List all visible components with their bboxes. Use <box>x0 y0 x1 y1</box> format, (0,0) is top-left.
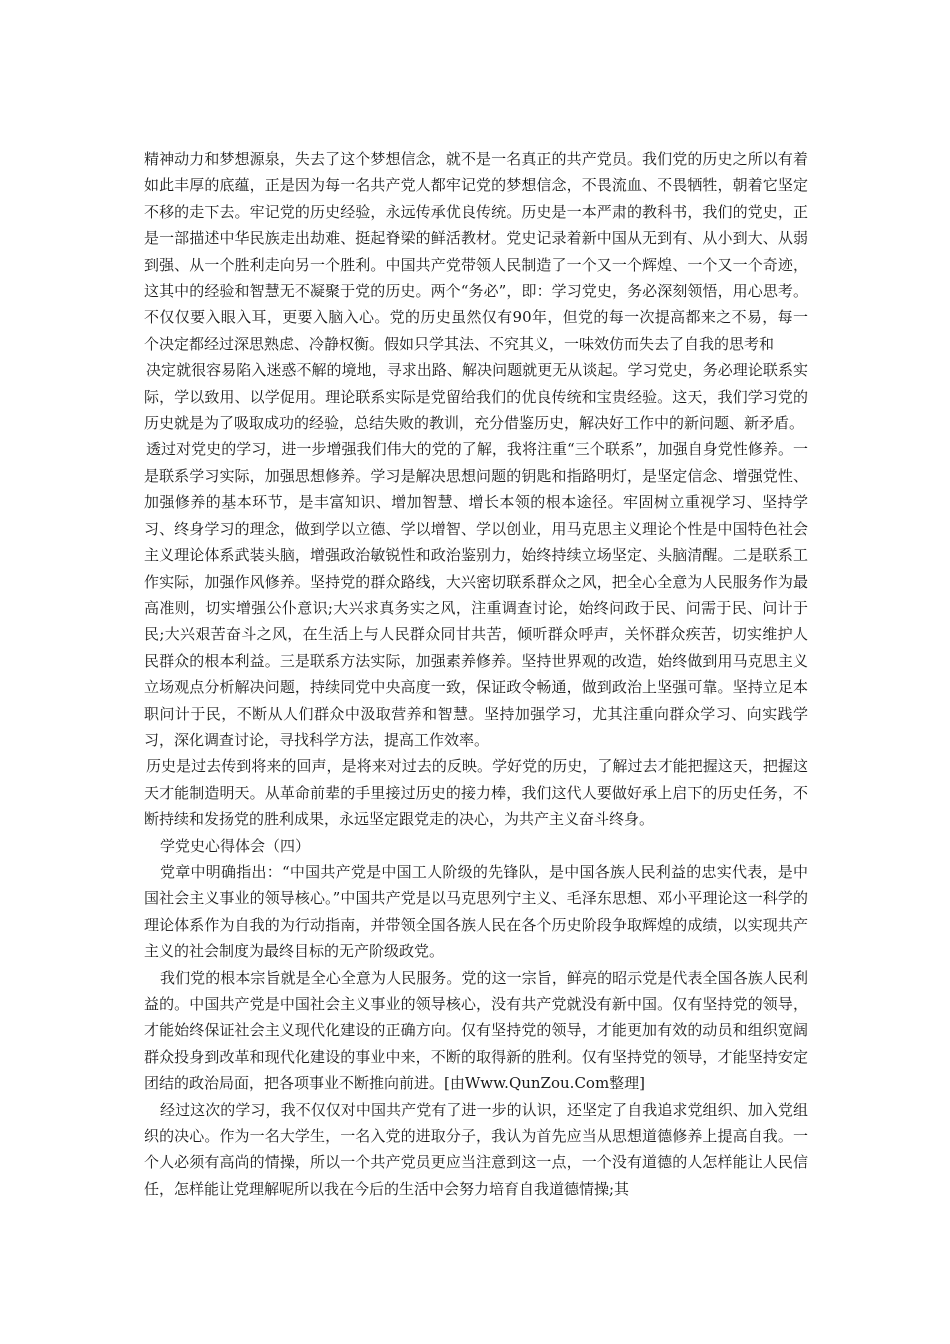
paragraph-2: 决定就很容易陷入迷惑不解的境地，寻求出路、解决问题就更无从谈起。学习党史，务必理论联系实际，学以致用、以学促用。理论联系实际是党留给我们的优良传统和宝贵经验。这天，我们学习党的历史就是为了吸取成功的经验，总结失败的教训，充分借鉴历史，解决好工作中的新问题、新矛盾。 <box>144 361 808 433</box>
paragraph-7: 经过这次的学习，我不仅仅对中国共产党有了进一步的认识，还坚定了自我追求党组织、加入党组织的决心。作为一名大学生，一名入党的进取分子，我认为首先应当从思想道德修养上提高自我。一个人必须有高尚的情操，所以一个共产党员更应当注意到这一点，一个没有道德的人怎样能让人民信任，怎样能让党理解呢所以我在今后的生活中会努力培育自我道德情操;其 <box>144 1100 808 1198</box>
document-body <box>144 146 808 1202</box>
paragraph-6: 我们党的根本宗旨就是全心全意为人民服务。党的这一宗旨，鲜亮的昭示党是代表全国各族人民利益的。中国共产党是中国社会主义事业的领导核心，没有共产党就没有新中国。仅有坚持党的领导，才能始终保证社会主义现代化建设的正确方向。仅有坚持党的领导，才能更加有效的动员和组织宽阔群众投身到改革和现代化建设的事业中来，不断的取得新的胜利。仅有坚持党的领导，才能坚持安定团结的政治局面，把各项事业不断推向前进。[由Www.QunZou.Com整理] <box>144 968 808 1093</box>
paragraph-4: 历史是过去传到将来的回声，是将来对过去的反映。学好党的历史，了解过去才能把握这天，把握这天才能制造明天。从革命前辈的手里接过历史的接力棒，我们这代人要做好承上启下的历史任务，不断持续和发扬党的胜利成果，永远坚定跟党走的决心，为共产主义奋斗终身。 <box>144 757 808 829</box>
section-heading: 学党史心得体会（四） <box>160 836 311 855</box>
paragraph-3: 透过对党史的学习，进一步增强我们伟大的党的了解，我将注重“三个联系”，加强自身党性修养。一是联系学习实际，加强思想修养。学习是解决思想问题的钥匙和指路明灯，是坚定信念、增强党性、加强修养的基本环节，是丰富知识、增加智慧、增长本领的根本途径。牢固树立重视学习、坚持学习、终身学习的理念，做到学以立德、学以增智、学以创业，用马克思主义理论个性是中国特色社会主义理论体系武装头脑，增强政治敏锐性和政治鉴别力，始终持续立场坚定、头脑清醒。二是联系工作实际，加强作风修养。坚持党的群众路线，大兴密切联系群众之风，把全心全意为人民服务作为最高准则，切实增强公仆意识;大兴求真务实之风，注重调查讨论，始终问政于民、问需于民、问计于民;大兴艰苦奋斗之风，在生活上与人民群众同甘共苦，倾听群众呼声，关怀群众疾苦，切实维护人民群众的根本利益。三是联系方法实际，加强素养修养。坚持世界观的改造，始终做到用马克思主义立场观点分析解决问题，持续同党中央高度一致，保证政令畅通，做到政治上坚强可靠。坚持立足本职问计于民，不断从人们群众中汲取营养和智慧。坚持加强学习，尤其注重向群众学习、向实践学习，深化调查讨论，寻找科学方法，提高工作效率。 <box>144 440 808 749</box>
paragraph-5: 党章中明确指出：“中国共产党是中国工人阶级的先锋队，是中国各族人民利益的忠实代表，是中国社会主义事业的领导核心。”中国共产党是以马克思列宁主义、毛泽东思想、邓小平理论这一科学的理论体系作为自我的为行动指南，并带领全国各族人民在各个历史阶段争取辉煌的成绩，以实现共产主义的社会制度为最终目标的无产阶级政党。 <box>144 862 808 961</box>
paragraph-1: 精神动力和梦想源泉，失去了这个梦想信念，就不是一名真正的共产党员。我们党的历史之所以有着如此丰厚的底蕴，正是因为每一名共产党人都牢记党的梦想信念，不畏流血、不畏牺牲，朝着它坚定不移的走下去。牢记党的历史经验，永远传承优良传统。历史是一本严肃的教科书，我们的党史，正是一部描述中华民族走出劫难、挺起脊梁的鲜活教材。党史记录着新中国从无到有、从小到大、从弱到强、从一个胜利走向另一个胜利。中国共产党带领人民制造了一个又一个辉煌、一个又一个奇迹，这其中的经验和智慧无不凝聚于党的历史。两个“务必”，即：学习党史，务必深刻领悟，用心思考。不仅仅要入眼入耳，更要入脑入心。党的历史虽然仅有90年，但党的每一次提高都来之不易，每一个决定都经过深思熟虑、冷静权衡。假如只学其法、不究其义，一味效仿而失去了自我的思考和 <box>144 150 808 353</box>
